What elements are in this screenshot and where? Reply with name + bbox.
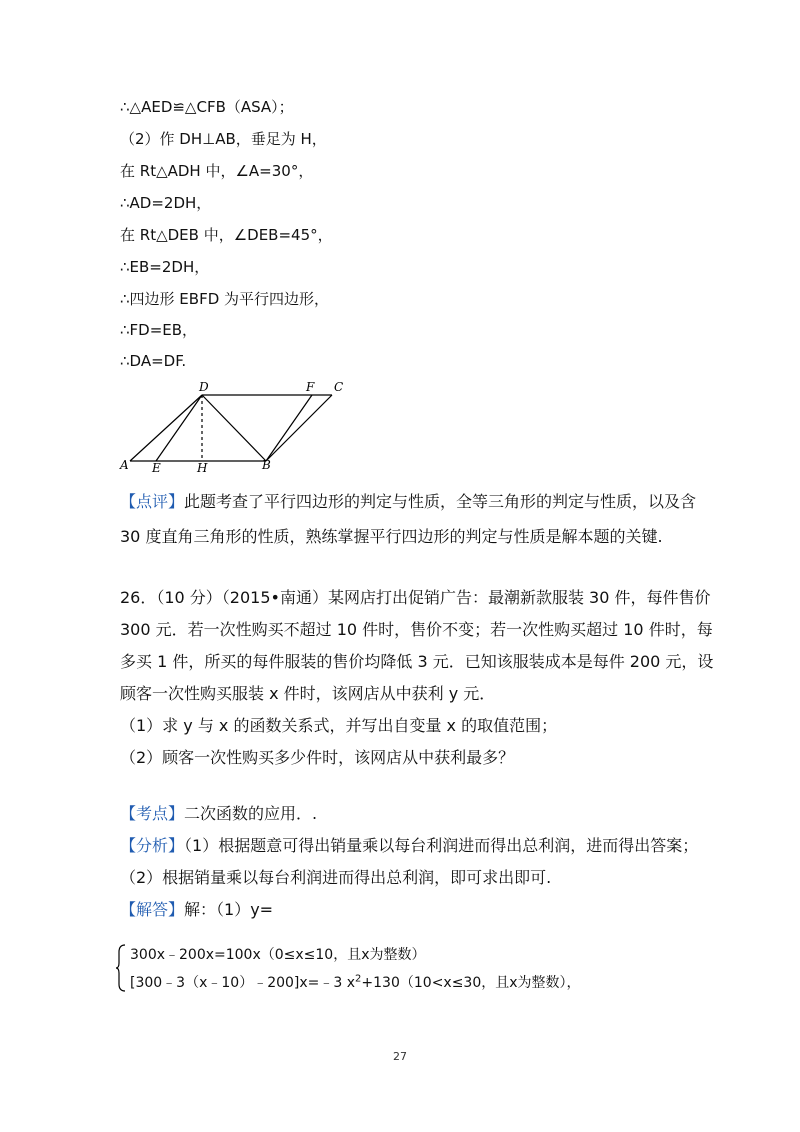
label-D: D: [199, 380, 209, 394]
proof-line-5: 在 Rt△DEB 中，∠DEB=45°，: [120, 226, 333, 244]
problem-line-4: 顾客一次性购买服装 x 件时，该网店从中获利 y 元．: [120, 684, 496, 703]
proof-line-9: ∴DA=DF.: [120, 352, 187, 370]
comment-line-2: 30 度直角三角形的性质，熟练掌握平行四边形的判定与性质是解本题的关键.: [120, 527, 663, 546]
segment-BF: [266, 395, 312, 461]
kaodian-tag: 【考点】: [120, 804, 185, 823]
piecewise-case-2-tail: +130（10<x≤30，且x为整数），: [361, 975, 581, 991]
fenxi-text-1: （1）根据题意可得出销量乘以每台利润进而得出总利润，进而得出答案；: [184, 836, 699, 855]
fenxi-line-1: [120, 836, 698, 856]
label-E: E: [152, 461, 161, 474]
problem-question-2: （2）顾客一次性购买多少件时，该网店从中获利最多？: [120, 748, 515, 767]
piecewise-brace: [116, 944, 126, 992]
jieda-line: [120, 900, 273, 920]
segment-ED: [156, 395, 202, 461]
comment-tag: 【点评】: [120, 492, 185, 511]
jieda-tag: 【解答】: [120, 900, 185, 919]
proof-line-7: ∴四边形 EBFD 为平行四边形，: [120, 290, 330, 308]
fenxi-line-2: （2）根据销量乘以每台利润进而得出总利润，即可求出即可.: [120, 868, 552, 887]
fenxi-tag: 【分析】: [120, 836, 185, 855]
problem-line-2: 300 元．若一次性购买不超过 10 件时，售价不变；若一次性购买超过 10 件时，每: [120, 620, 713, 639]
proof-line-8: ∴FD=EB，: [120, 321, 198, 339]
piecewise-exponent: 2: [355, 973, 362, 985]
piecewise-case-2: [130, 972, 581, 992]
segment-BC: [266, 395, 332, 461]
label-F: F: [306, 380, 315, 394]
jieda-text: 解：（1）y=: [184, 900, 274, 919]
proof-line-1: ∴△AED≌△CFB（ASA）；: [120, 98, 294, 116]
problem-line-1: 26．（10 分）（2015•南通）某网店打出促销广告：最潮新款服装 30 件，每件售价: [120, 588, 711, 607]
proof-line-4: ∴AD=2DH，: [120, 194, 212, 212]
label-A: A: [120, 458, 129, 472]
segment-DB: [202, 395, 266, 461]
proof-line-6: ∴EB=2DH，: [120, 258, 210, 276]
problem-question-1: （1）求 y 与 x 的函数关系式，并写出自变量 x 的取值范围；: [120, 716, 558, 735]
piecewise-case-2-main: [300﹣3（x﹣10）﹣200]x=﹣3 x: [130, 975, 356, 991]
comment-text-1: 此题考查了平行四边形的判定与性质，全等三角形的判定与性质，以及含: [184, 492, 697, 511]
parallelogram-figure: [116, 378, 356, 474]
segment-AD: [130, 395, 202, 461]
label-H: H: [197, 461, 208, 474]
comment-line-1: [120, 492, 696, 512]
kaodian-text: 二次函数的应用．.: [184, 804, 318, 823]
proof-line-2: （2）作 DH⊥AB，垂足为 H，: [120, 130, 327, 148]
page-number: 27: [393, 1050, 407, 1063]
kaodian-line: [120, 804, 317, 824]
problem-line-3: 多买 1 件，所买的每件服装的售价均降低 3 元．已知该服装成本是每件 200 元，设: [120, 652, 714, 671]
label-B: B: [262, 458, 271, 472]
piecewise-case-1: 300x﹣200x=100x（0≤x≤10，且x为整数）: [130, 947, 426, 963]
label-C: C: [334, 380, 344, 394]
proof-line-3: 在 Rt△ADH 中，∠A=30°，: [120, 162, 314, 180]
